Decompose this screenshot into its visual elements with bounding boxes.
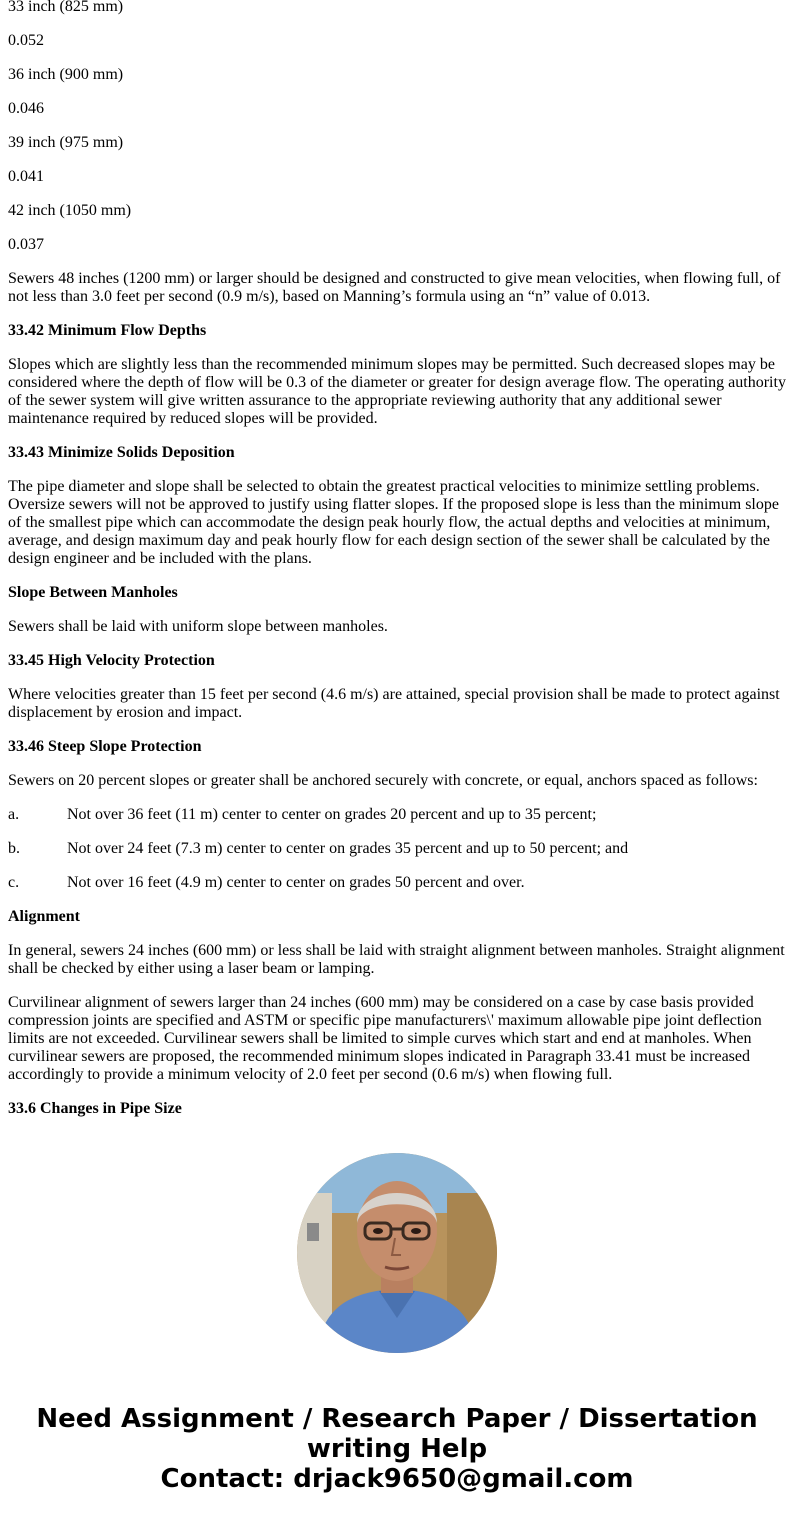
table-size-cell: 42 inch (1050 mm) (8, 202, 132, 219)
paragraph-minimize-solids: The pipe diameter and slope shall be selected to obtain the greatest practical velocities to minimize settling problems. Oversize sewers will not be approved to justify using flatter slopes. If the proposed slope is less than the minimum slope of the smallest pipe which can accommodate the design peak hourly flow, the actual depths and velocities at minimum, average, and design maximum day and peak hourly flow for each design section of the sewer shall be calculated by the design engineer and be included with the plans. (8, 478, 779, 567)
table-size-cell: 36 inch (900 mm) (8, 66, 124, 83)
list-text: Not over 36 feet (11 m) center to center on grades 20 percent and up to 35 percent; (67, 806, 597, 823)
section-heading-slope-between-manholes: Slope Between Manholes (8, 584, 178, 601)
promo-headline: Need Assignment / Research Paper / Dissertation writing Help (36, 1404, 758, 1464)
table-slope-cell: 0.046 (8, 100, 44, 117)
table-slope-cell: 0.037 (8, 236, 44, 253)
author-portrait-icon (297, 1153, 497, 1353)
section-heading-minimum-flow-depths: 33.42 Minimum Flow Depths (8, 322, 207, 339)
paragraph-large-sewers: Sewers 48 inches (1200 mm) or larger should be designed and constructed to give mean velocities, when flowing full, of not less than 3.0 feet per second (0.9 m/s), based on Manning’s formula using an “n” value of 0.013. (8, 270, 781, 305)
document-body (8, 0, 788, 1134)
list-marker: c. (8, 874, 20, 891)
section-heading-high-velocity: 33.45 High Velocity Protection (8, 652, 215, 669)
section-heading-minimize-solids: 33.43 Minimize Solids Deposition (8, 444, 235, 461)
paragraph-minimum-flow-depths: Slopes which are slightly less than the recommended minimum slopes may be permitted. Such decreased slopes may be considered where the depth of flow will be 0.3 of the diameter or greater for design average flow. The operating authority of the sewer system will give written assurance to the appropriate reviewing authority that any additional sewer maintenance required by reduced slopes will be provided. (8, 356, 786, 427)
promo-banner (0, 1404, 794, 1494)
section-heading-alignment: Alignment (8, 908, 80, 925)
paragraph-alignment-straight: In general, sewers 24 inches (600 mm) or less shall be laid with straight alignment between manholes. Straight alignment shall be checked by either using a laser beam or lamping. (8, 942, 785, 977)
paragraph-high-velocity: Where velocities greater than 15 feet per second (4.6 m/s) are attained, special provision shall be made to protect against displacement by erosion and impact. (8, 686, 780, 721)
list-item (8, 806, 788, 824)
section-heading-changes-in-pipe-size: 33.6 Changes in Pipe Size (8, 1100, 182, 1117)
paragraph-alignment-curvilinear: Curvilinear alignment of sewers larger than 24 inches (600 mm) may be considered on a case by case basis provided compression joints are specified and ASTM or specific pipe manufacturers\' maximum allowable pipe joint deflection limits are not exceeded. Curvilinear sewers shall be limited to simple curves which start and end at manholes. When curvilinear sewers are proposed, the recommended minimum slopes indicated in Paragraph 33.41 must be increased accordingly to provide a minimum velocity of 2.0 feet per second (0.6 m/s) when flowing full. (8, 994, 762, 1083)
author-avatar (297, 1153, 497, 1353)
table-slope-cell: 0.052 (8, 32, 44, 49)
list-marker: b. (8, 840, 20, 857)
paragraph-steep-slope: Sewers on 20 percent slopes or greater shall be anchored securely with concrete, or equal, anchors spaced as follows: (8, 772, 758, 789)
table-slope-cell: 0.041 (8, 168, 44, 185)
section-heading-steep-slope: 33.46 Steep Slope Protection (8, 738, 202, 755)
promo-contact[interactable]: Contact: drjack9650@gmail.com (160, 1464, 634, 1494)
paragraph-slope-between-manholes: Sewers shall be laid with uniform slope between manholes. (8, 618, 388, 635)
list-marker: a. (8, 806, 20, 823)
list-text: Not over 16 feet (4.9 m) center to center on grades 50 percent and over. (67, 874, 525, 891)
list-item (8, 874, 788, 892)
table-size-cell: 33 inch (825 mm) (8, 0, 124, 15)
list-item (8, 840, 788, 858)
list-text: Not over 24 feet (7.3 m) center to center on grades 35 percent and up to 50 percent; and (67, 840, 629, 857)
table-size-cell: 39 inch (975 mm) (8, 134, 124, 151)
